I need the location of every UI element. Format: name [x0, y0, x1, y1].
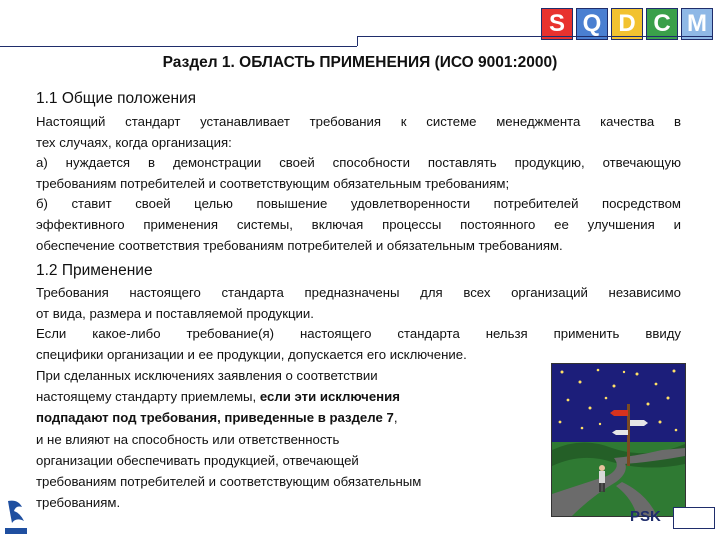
- text-line: При сделанных исключениях заявления о соответствии: [36, 368, 378, 383]
- text-bold: подпадают под требования, приведенные в разделе 7: [36, 410, 394, 426]
- page-title: Раздел 1. ОБЛАСТЬ ПРИМЕНЕНИЯ (ИСО 9001:2000): [162, 54, 558, 71]
- header-rule-left: [0, 46, 357, 47]
- logo-letter-s: S: [541, 8, 573, 40]
- text-bold: если эти исключения: [259, 389, 400, 405]
- text-line: [36, 407, 536, 428]
- psk-frame: [673, 507, 715, 529]
- text-line: специфики организации и ее продукции, допускается его исключение.: [36, 346, 467, 362]
- header-rule-step: [357, 36, 358, 46]
- text-plain: ,: [393, 410, 398, 426]
- logo-letter-d: D: [611, 8, 643, 40]
- section-body-general: [36, 112, 681, 256]
- text-line: [36, 386, 536, 407]
- text-line: Если какое-либо требование(я) настоящего стандарта нельзя применить ввиду: [36, 326, 681, 342]
- text-line: б) ставит своей целью повышение удовлетворенности потребителей посредством: [36, 196, 681, 212]
- psk-label: PSK: [630, 508, 661, 525]
- section-heading-general: 1.1 Общие положения: [36, 90, 197, 107]
- text-line: обеспечение соответствия требованиям потребителей и обязательным требованиям.: [36, 237, 563, 253]
- section-body-application: [36, 283, 681, 365]
- text-plain: настоящему стандарту приемлемы,: [36, 389, 260, 405]
- text-line: требованиям потребителей и соответствующим обязательным: [36, 474, 422, 490]
- text-line: организации обеспечивать продукцией, отвечающей: [36, 452, 359, 468]
- text-line: требованиям.: [36, 495, 121, 511]
- section-heading-application: 1.2 Применение: [36, 262, 153, 279]
- header-rule-right: [357, 36, 713, 37]
- logo-letter-c: C: [646, 8, 678, 40]
- text-line: тех случаях, когда организация:: [36, 134, 232, 150]
- crossroads-illustration-svg: [552, 364, 685, 516]
- kamaz-logo-icon: [4, 497, 28, 537]
- logo-letter-m: M: [681, 8, 713, 40]
- text-line: Настоящий стандарт устанавливает требования к системе менеджмента качества в: [36, 114, 681, 129]
- text-line: а) нуждается в демонстрации своей способности поставлять продукцию, отвечающую: [36, 155, 681, 171]
- text-line: требованиям потребителей и соответствующим обязательным требованиям;: [36, 175, 510, 191]
- text-line: эффективного применения системы, включая процессы постоянного ее улучшения и: [36, 216, 681, 232]
- text-line: и не влияют на способность или ответственность: [36, 431, 340, 447]
- exclusion-paragraph: [36, 365, 536, 513]
- kamaz-logo-svg: [4, 497, 28, 537]
- text-line: Требования настоящего стандарта предназначены для всех организаций независимо: [36, 285, 681, 300]
- text-line: от вида, размера и поставляемой продукции.: [36, 305, 314, 321]
- crossroads-illustration: [551, 363, 686, 517]
- logo-letter-q: Q: [576, 8, 608, 40]
